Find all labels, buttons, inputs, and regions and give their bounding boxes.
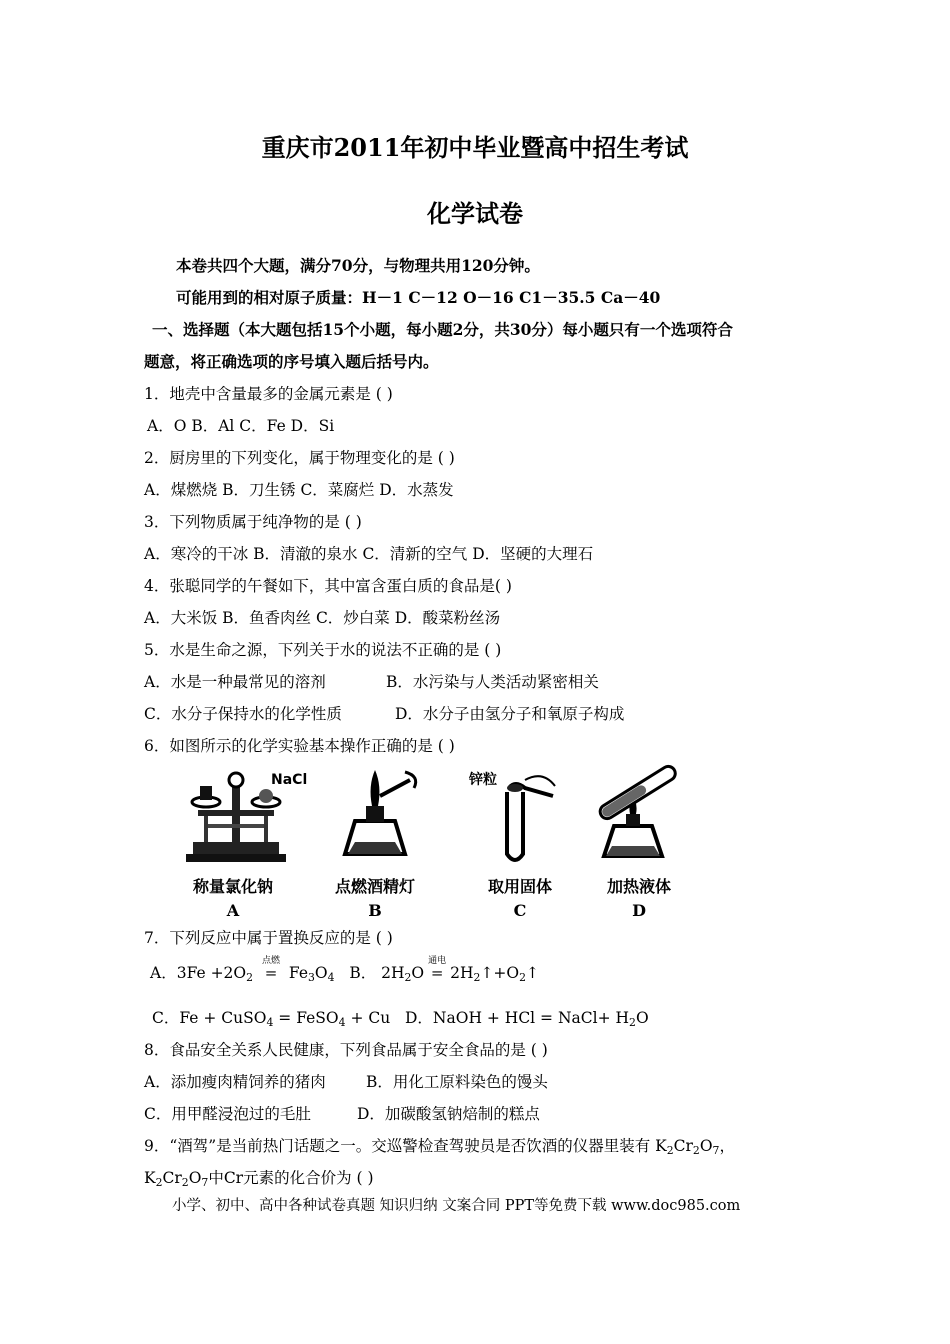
q8-stem: 8．食品安全关系人民健康，下列食品属于安全食品的是 ( ) — [144, 1041, 548, 1059]
intro-line-1: 本卷共四个大题，满分70分，与物理共用120分钟。 — [176, 256, 540, 275]
q5-stem: 5．水是生命之源，下列关于水的说法不正确的是 ( ) — [144, 641, 502, 659]
figure-c-letter: C — [513, 901, 527, 920]
figure-b-caption: 点燃酒精灯 — [334, 877, 415, 896]
nacl-label: NaCl — [271, 772, 308, 788]
figure-c-caption: 取用固体 — [487, 877, 552, 896]
test-tube-illustration — [455, 766, 585, 870]
figure-c — [455, 766, 585, 920]
q5-option-c: C．水分子保持水的化学性质 — [144, 705, 342, 723]
q4-stem: 4．张聪同学的午餐如下，其中富含蛋白质的食品是( ) — [144, 577, 512, 595]
q5-option-a: A．水是一种最常见的溶剂 — [144, 673, 326, 691]
q9-stem: 9．“酒驾”是当前热门话题之一。交巡警检查驾驶员是否饮酒的仪器里装有 $K_2Cr_2O_7$， — [144, 1137, 735, 1157]
q5-option-b: B．水污染与人类活动紧密相关 — [386, 673, 599, 691]
q2-stem: 2．厨房里的下列变化，属于物理变化的是 ( ) — [144, 449, 455, 467]
q7-condition-b: 通电 = — [428, 956, 447, 982]
q7-stem: 7．下列反应中属于置换反应的是 ( ) — [144, 929, 393, 947]
q8-option-b: B．用化工原料染色的馒头 — [366, 1073, 548, 1091]
q8-option-a: A．添加瘦肉精饲养的猪肉 — [144, 1073, 326, 1091]
q8-option-c: C．用甲醛浸泡过的毛肚 — [144, 1105, 311, 1123]
q7-option-c-prefix: C． — [152, 1009, 180, 1027]
figure-b-letter: B — [368, 901, 382, 920]
page-subtitle: 化学试卷 — [427, 199, 523, 228]
intro-line-2: 可能用到的相对原子质量：H－1 C－12 O－16 C1－35.5 Ca－40 — [176, 288, 661, 307]
figure-b — [310, 766, 440, 920]
section-heading-1: 一、选择题（本大题包括15个小题，每小题2分，共30分）每小题只有一个选项符合 — [152, 320, 733, 339]
figure-d-caption: 加热液体 — [606, 877, 671, 896]
q7-option-d: D．NaOH + HCl = NaCl+ H — [405, 1009, 630, 1027]
alcohol-lamp-illustration — [310, 766, 440, 870]
q7-condition-a: 点燃 = — [261, 956, 280, 982]
section-heading-2: 题意，将正确选项的序号填入题后括号内。 — [144, 352, 439, 371]
q1-stem: 1．地壳中含量最多的金属元素是 ( ) — [144, 385, 393, 403]
q7-option-b-prefix: B． — [349, 964, 377, 982]
figure-a — [168, 766, 308, 920]
q5-option-d: D．水分子由氢分子和氧原子构成 — [395, 705, 625, 723]
q7-options-cd: C．Fe + CuSO$_4$ = FeSO$_4$ + Cu D．NaOH + HCl = NaCl+ $H_2O$ — [152, 1009, 649, 1029]
zinc-label: 锌粒 — [469, 772, 497, 788]
figure-a-letter: A — [226, 901, 240, 920]
figure-d-letter: D — [632, 901, 646, 920]
q7-option-a-prefix: A． — [150, 964, 177, 982]
q6-stem: 6．如图所示的化学实验基本操作正确的是 ( ) — [144, 737, 455, 755]
q9-stem-2: $K_2Cr_2O_7$中Cr元素的化合价为 ( ) — [144, 1169, 374, 1189]
figure-d — [574, 766, 704, 920]
q3-options: A．寒冷的干冰 B．清澈的泉水 C．清新的空气 D．坚硬的大理石 — [144, 545, 594, 563]
q8-option-d: D．加碳酸氢钠焙制的糕点 — [357, 1105, 540, 1123]
q2-options: A．煤燃烧 B．刀生锈 C．菜腐烂 D．水蒸发 — [144, 481, 454, 499]
q7-options-ab: A．$3Fe +2O_2$ 点燃 = $Fe_3O_4$ B． $2H_2O$ 通电 = $2H_2↑+O_2↑$ — [150, 956, 540, 984]
q3-stem: 3．下列物质属于纯净物的是 ( ) — [144, 513, 362, 531]
figure-a-caption: 称量氯化钠 — [192, 877, 273, 896]
page-title: 重庆市2011年初中毕业暨高中招生考试 — [261, 133, 689, 162]
balance-illustration — [168, 766, 308, 870]
q4-options: A．大米饭 B．鱼香肉丝 C．炒白菜 D．酸菜粉丝汤 — [144, 609, 501, 627]
heating-liquid-illustration — [574, 766, 704, 870]
q1-options: A．O B．Al C．Fe D．Si — [147, 417, 335, 435]
page-footer: 小学、初中、高中各种试卷真题 知识归纳 文案合同 PPT等免费下载 www.doc985.com — [172, 1198, 741, 1214]
